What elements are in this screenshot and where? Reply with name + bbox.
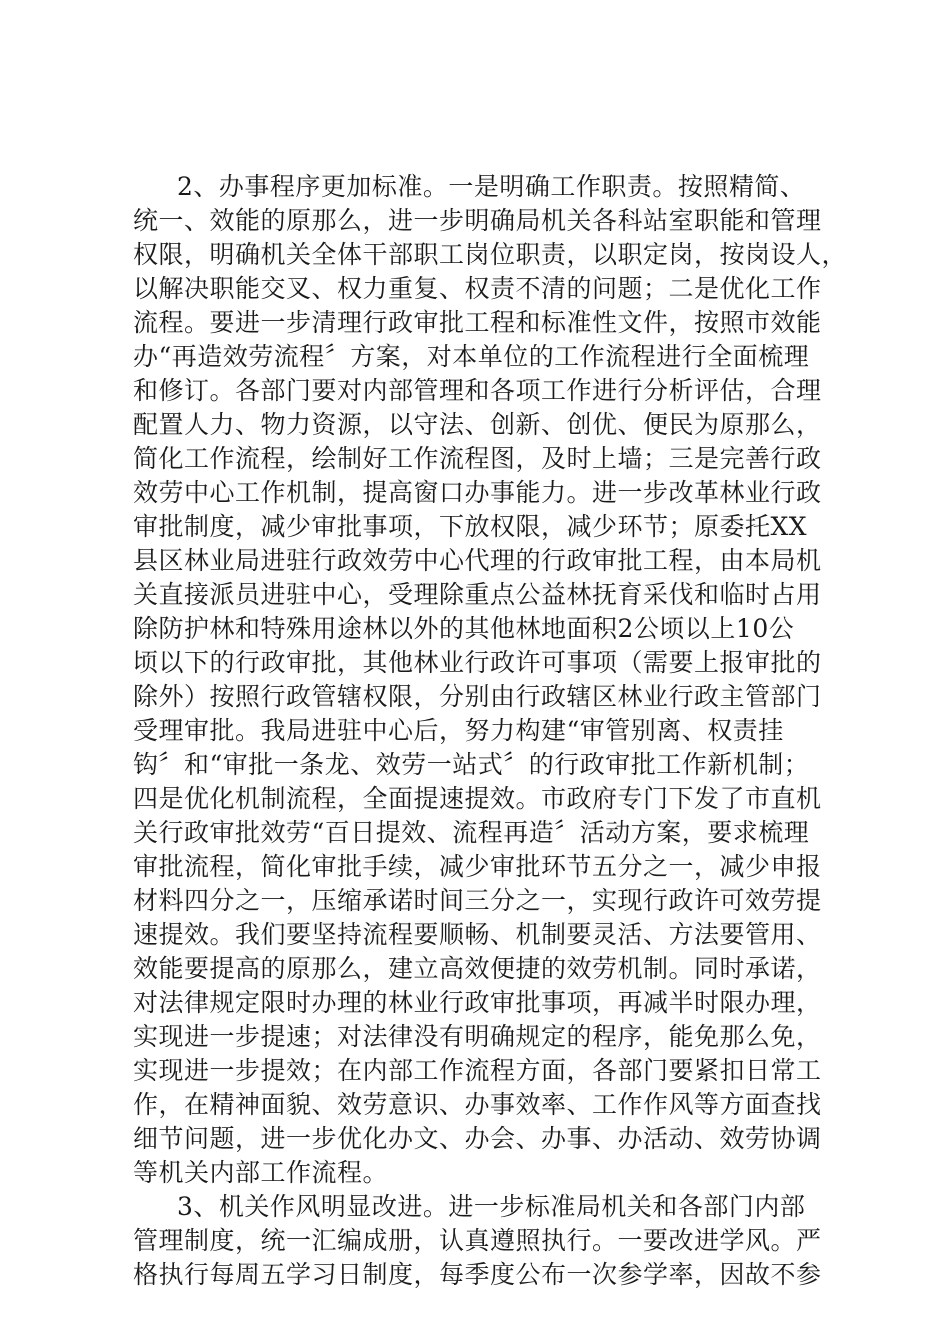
text-line: 作，在精神面貌、效劳意识、办事效率、工作作风等方面查找	[133, 1090, 822, 1119]
text-line: 细节问题，进一步优化办文、办会、办事、办活动、效劳协调	[133, 1124, 822, 1153]
text-line: 3、机关作风明显改进。进一步标准局机关和各部门内部	[177, 1192, 806, 1221]
text-line: 等机关内部工作流程。	[133, 1158, 389, 1187]
text-line: 除外）按照行政管辖权限，分别由行政辖区林业行政主管部门	[133, 682, 822, 711]
text-line: 效劳中心工作机制，提高窗口办事能力。进一步改革林业行政	[133, 478, 822, 507]
text-line: 流程。要进一步清理行政审批工程和标准性文件，按照市效能	[133, 308, 822, 337]
text-line: 对法律规定限时办理的林业行政审批事项，再减半时限办理，	[133, 988, 822, 1017]
text-line: 县区林业局进驻行政效劳中心代理的行政审批工程，由本局机	[133, 546, 822, 575]
text-line: 和修订。各部门要对内部管理和各项工作进行分析评估，合理	[133, 376, 822, 405]
text-line: 材料四分之一，压缩承诺时间三分之一，实现行政许可效劳提	[133, 886, 822, 915]
text-line: 以解决职能交叉、权力重复、权责不清的问题；二是优化工作	[133, 274, 822, 303]
text-line: 实现进一步提速；对法律没有明确规定的程序，能免那么免，	[133, 1022, 822, 1051]
text-line: 关行政审批效劳“百日提效、流程再造〞活动方案，要求梳理	[133, 818, 810, 847]
text-line: 审批制度，减少审批事项，下放权限，减少环节；原委托XX	[133, 512, 808, 541]
text-line: 实现进一步提效；在内部工作流程方面，各部门要紧扣日常工	[133, 1056, 822, 1085]
text-line: 管理制度，统一汇编成册，认真遵照执行。一要改进学风。严	[133, 1226, 822, 1255]
paragraph-2-procedures	[133, 170, 848, 1190]
text-line: 审批流程，简化审批手续，减少审批环节五分之一，减少申报	[133, 852, 822, 881]
text-line: 权限，明确机关全体干部职工岗位职责，以职定岗，按岗设人，	[133, 240, 848, 269]
text-line: 简化工作流程，绘制好工作流程图，及时上墙；三是完善行政	[133, 444, 822, 473]
text-line: 效能要提高的原那么，建立高效便捷的效劳机制。同时承诺，	[133, 954, 822, 983]
text-line: 2、办事程序更加标准。一是明确工作职责。按照精简、	[177, 172, 806, 201]
text-line: 关直接派员进驻中心，受理除重点公益林抚育采伐和临时占用	[133, 580, 822, 609]
text-line: 速提效。我们要坚持流程要顺畅、机制要灵活、方法要管用、	[133, 920, 822, 949]
text-line: 除防护林和特殊用途林以外的其他林地面积2公顷以上10公	[133, 614, 795, 643]
text-line: 格执行每周五学习日制度，每季度公布一次参学率，因故不参	[133, 1260, 822, 1289]
text-line: 钩〞和“审批一条龙、效劳一站式〞的行政审批工作新机制；	[133, 750, 810, 779]
text-line: 顷以下的行政审批，其他林业行政许可事项（需要上报审批的	[133, 648, 822, 677]
document-body	[133, 170, 848, 1292]
text-line: 四是优化机制流程，全面提速提效。市政府专门下发了市直机	[133, 784, 822, 813]
text-line: 配置人力、物力资源，以守法、创新、创优、便民为原那么，	[133, 410, 822, 439]
text-line: 统一、效能的原那么，进一步明确局机关各科站室职能和管理	[133, 206, 822, 235]
text-line: 办“再造效劳流程〞方案，对本单位的工作流程进行全面梳理	[133, 342, 810, 371]
text-line: 受理审批。我局进驻中心后，努力构建“审管别离、权责挂	[133, 716, 784, 745]
paragraph-3-work-style	[133, 1190, 833, 1292]
